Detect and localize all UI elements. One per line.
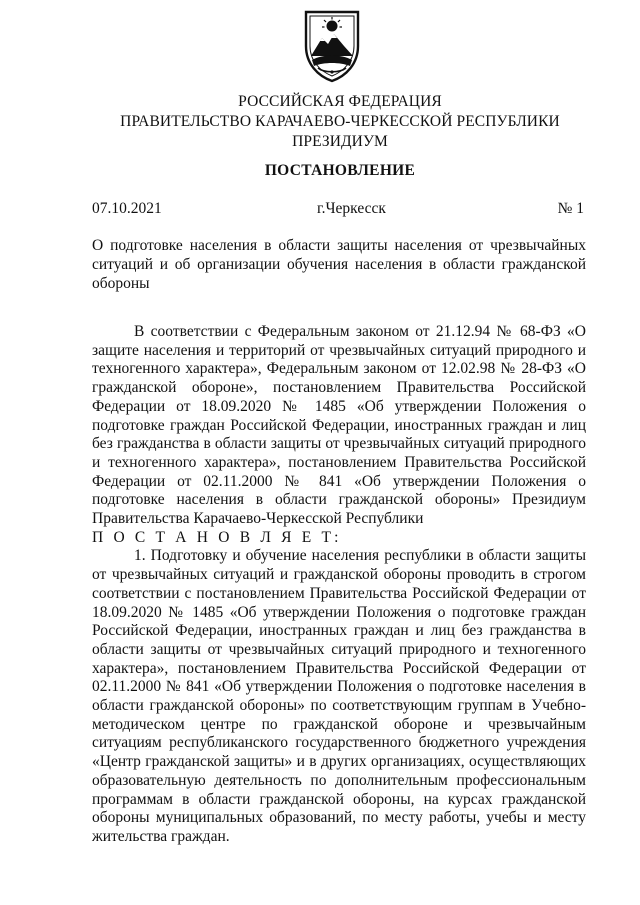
document-type-title: ПОСТАНОВЛЕНИЕ xyxy=(264,162,416,179)
resolve-word: П О С Т А Н О В Л Я Е Т: xyxy=(92,528,342,546)
document-meta-row xyxy=(92,200,584,220)
document-city: г.Черкесск xyxy=(317,200,386,217)
coat-of-arms-icon xyxy=(300,6,364,84)
header-government: ПРАВИТЕЛЬСТВО КАРАЧАЕВО-ЧЕРКЕССКОЙ РЕСПУБЛИКИ xyxy=(120,113,560,130)
preamble-paragraph: В соответствии с Федеральным законом от 21.12.94 № 68-ФЗ «О защите населения и территорий от чрезвычайных ситуаций природного и техногенного характера», Федеральным законом от 12.02.98 № 28-ФЗ «О гражданской обороне», постановлением Правительства Российской Федерации от 18.09.2020 № 1485 «Об утверждении Положения о подготовке граждан Российской Федерации, иностранных граждан и лиц без гражданства в области защиты от чрезвычайных ситуаций природного и техногенного характера», постановлением Правительства Российской Федерации от 02.11.2000 № 841 «Об утверждении Положения о подготовке населения в области гражданской обороны» Президиум Правительства Карачаево-Черкесской Республики xyxy=(92,323,586,528)
clause-1-paragraph: 1. Подготовку и обучение населения республики в области защиты от чрезвычайных ситуаций и гражданской обороны проводить в строгом соответствии с постановлением Правительства Российской Федерации от 18.09.2020 № 1485 «Об утверждении Положения о подготовке граждан Российской Федерации, иностранных граждан и лиц без гражданства в области защиты от чрезвычайных ситуаций природного и техногенного характера», постановлением Правительства Российской Федерации от 02.11.2000 № 841 «Об утверждении Положения о подготовке населения в области гражданской обороны» по соответствующим группам в Учебно-методическом центре по гражданской обороне и чрезвычайным ситуациям республиканского государственного бюджетного учреждения «Центр гражданской защиты» и в других организациях, осуществляющих образовательную деятельность по дополнительным профессиональным программам в области гражданской обороны, на курсах гражданской обороны муниципальных образований, по месту работы, учебы и месту жительства граждан. xyxy=(92,547,586,845)
document-subject: О подготовке населения в области защиты населения от чрезвычайных ситуаций и об организации обучения населения в области гражданской обороны xyxy=(92,237,586,292)
document-number: № 1 xyxy=(557,200,584,217)
header-country: РОССИЙСКАЯ ФЕДЕРАЦИЯ xyxy=(238,93,442,110)
document-date: 07.10.2021 xyxy=(92,200,162,217)
header-presidium: ПРЕЗИДИУМ xyxy=(292,133,388,150)
issuer-header xyxy=(60,92,620,152)
document-body xyxy=(92,323,586,847)
